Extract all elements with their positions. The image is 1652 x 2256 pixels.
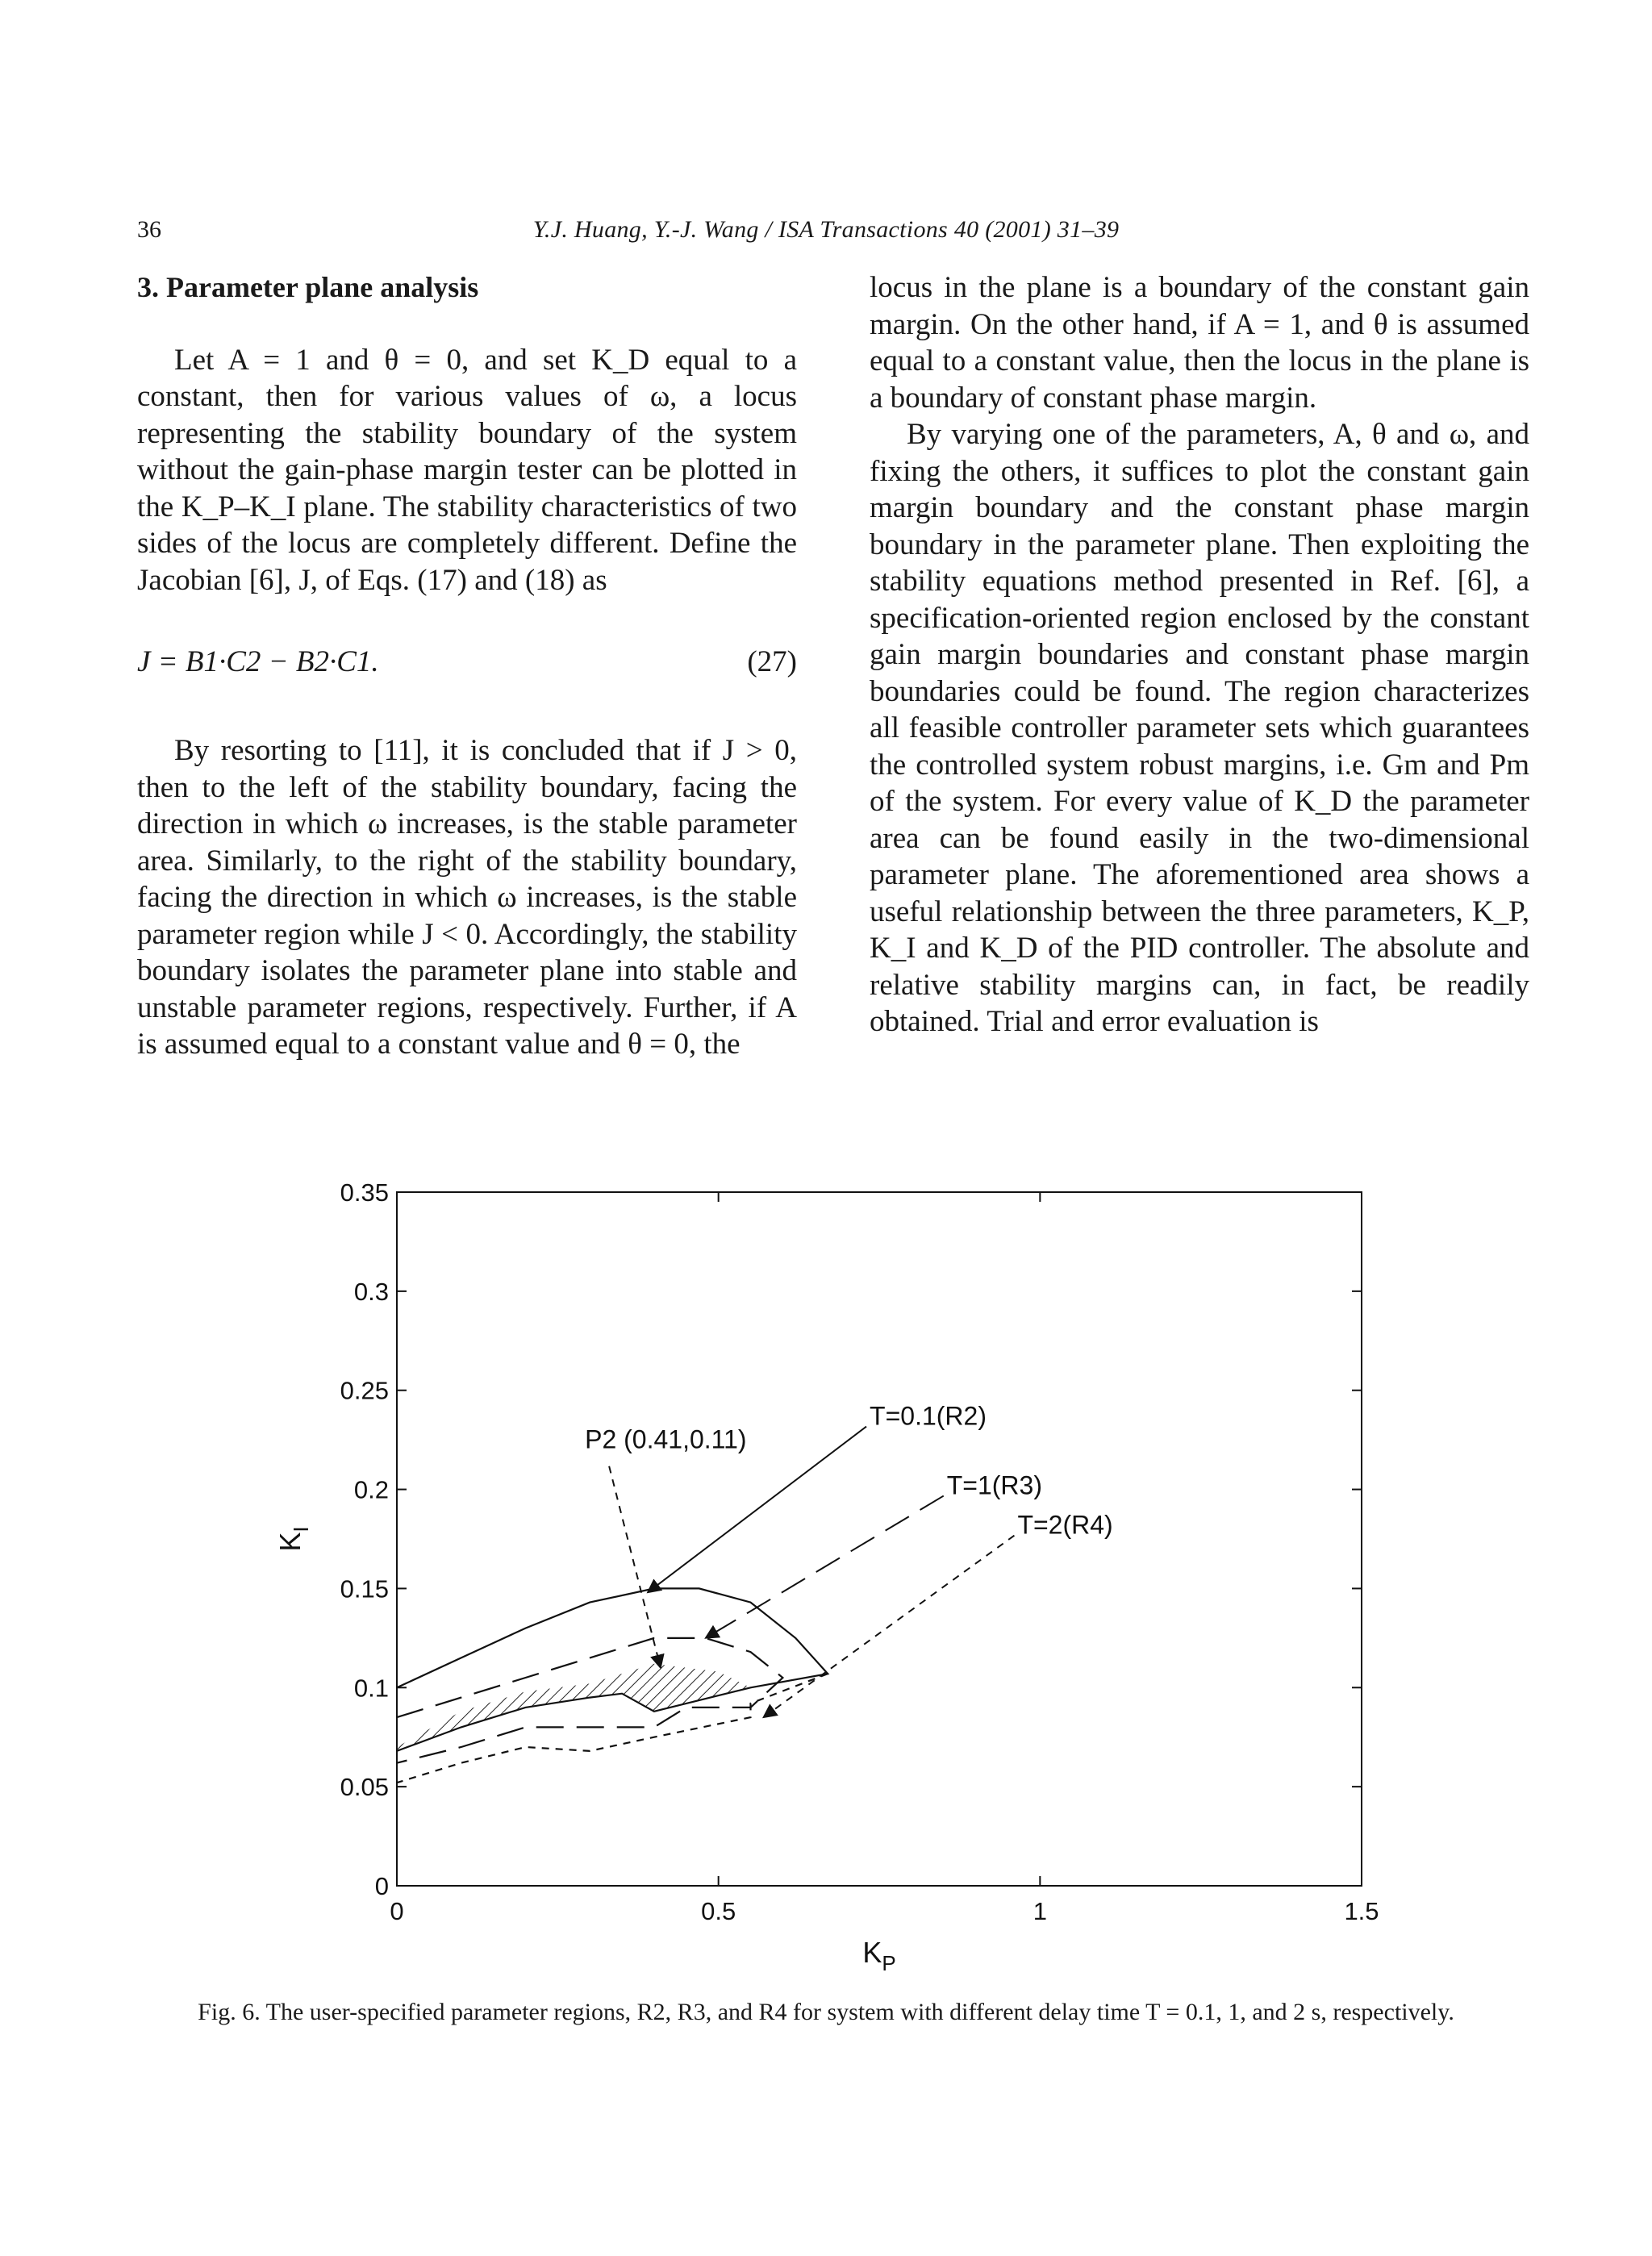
y-tick-label: 0.25: [340, 1376, 389, 1405]
y-tick-label: 0.3: [353, 1277, 389, 1306]
annotation-arrow-t-2-r4-: [763, 1536, 1014, 1717]
x-tick-label: 1.5: [1344, 1897, 1379, 1925]
equation-body: J = B1·C2 − B2·C1.: [137, 645, 379, 678]
figure-6: [266, 1161, 1395, 1984]
y-tick-label: 0: [374, 1872, 389, 1900]
annotation-arrow-p2-0-41-0-11-: [609, 1466, 661, 1668]
y-tick-label: 0.2: [353, 1475, 389, 1504]
annotation-label-t-1-r3-: T=1(R3): [946, 1470, 1042, 1500]
y-tick-label: 0.35: [340, 1178, 389, 1207]
left-column: [137, 269, 797, 1063]
annotation-label-t-0-1-r2-: T=0.1(R2): [870, 1401, 987, 1431]
y-axis-label: $K_I$: [273, 1526, 313, 1552]
x-tick-label: 0: [390, 1897, 404, 1925]
parameter-plane-chart: [266, 1161, 1395, 1984]
annotation-label-t-2-r4-: T=2(R4): [1017, 1510, 1113, 1540]
y-tick-label: 0.1: [353, 1674, 389, 1703]
page-number: 36: [137, 216, 161, 243]
left-paragraph-1: Let A = 1 and θ = 0, and set K_D equal to a constant, then for various values of ω, a locus representing the stability boundary of the system without the gain-phase margin tester can be plotted in the K_P–K_I plane. The stability characteristics of two sides of the locus are completely different. Define the Jacobian [6], J, of Eqs. (17) and (18) as: [137, 343, 797, 597]
section-title: 3. Parameter plane analysis: [137, 271, 479, 303]
series-line-t-0-1-r2-: [397, 1588, 828, 1750]
annotation-arrow-t-1-r3-: [706, 1496, 944, 1638]
x-tick-label: 0.5: [701, 1897, 736, 1925]
running-title: Y.J. Huang, Y.-J. Wang / ISA Transactions 40 (2001) 31–39: [532, 216, 1120, 243]
annotation-label-p2-0-41-0-11-: P2 (0.41,0.11): [585, 1424, 747, 1454]
y-tick-label: 0.05: [340, 1773, 389, 1802]
y-tick-label: 0.15: [340, 1574, 389, 1603]
equation-27: [137, 644, 797, 681]
right-paragraph-2: By varying one of the parameters, A, θ and ω, and fixing the others, it suffices to plot the constant gain margin boundary and the constant phase margin boundary in the parameter plane. Then exploiting the stability equations method presented in Ref. [6], a specification-oriented region enclosed by the constant gain margin boundaries and constant phase margin boundaries could be found. The region characterizes all feasible controller parameter sets which guarantees the controlled system robust margins, i.e. Gm and Pm of the system. For every value of K_D the parameter area can be found easily in the two-dimensional parameter plane. The aforementioned area shows a useful relationship between the three parameters, K_P, K_I and K_D of the PID controller. The absolute and relative stability margins can, in fact, be readily obtained. Trial and error evaluation is: [870, 418, 1529, 1038]
plot-frame: [397, 1192, 1362, 1886]
series-line-t-1-r3-: [397, 1638, 782, 1763]
page-header: [137, 211, 1515, 252]
right-column: [870, 269, 1529, 1040]
left-paragraph-2: By resorting to [11], it is concluded that if J > 0, then to the left of the stability boundary, facing the direction in which ω increases, is the stable parameter area. Similarly, to the right of the stability boundary, facing the direction in which ω increases, is the stable parameter region while J < 0. Accordingly, the stability boundary isolates the parameter plane into stable and unstable parameter regions, respectively. Further, if A is assumed equal to a constant value and θ = 0, the: [137, 734, 797, 1061]
figure-caption: Fig. 6. The user-specified parameter regions, R2, R3, and R4 for system with different delay time T = 0.1, 1, and 2 s, respectively.: [198, 1999, 1454, 2025]
right-paragraph-1: locus in the plane is a boundary of the constant gain margin. On the other hand, if A = 1, and θ is assumed equal to a constant value, then the locus in the plane is a boundary of constant phase margin.: [870, 271, 1529, 415]
equation-number: (27): [747, 645, 797, 678]
x-axis-label: $K_P$: [862, 1936, 896, 1975]
x-tick-label: 1: [1032, 1897, 1047, 1925]
